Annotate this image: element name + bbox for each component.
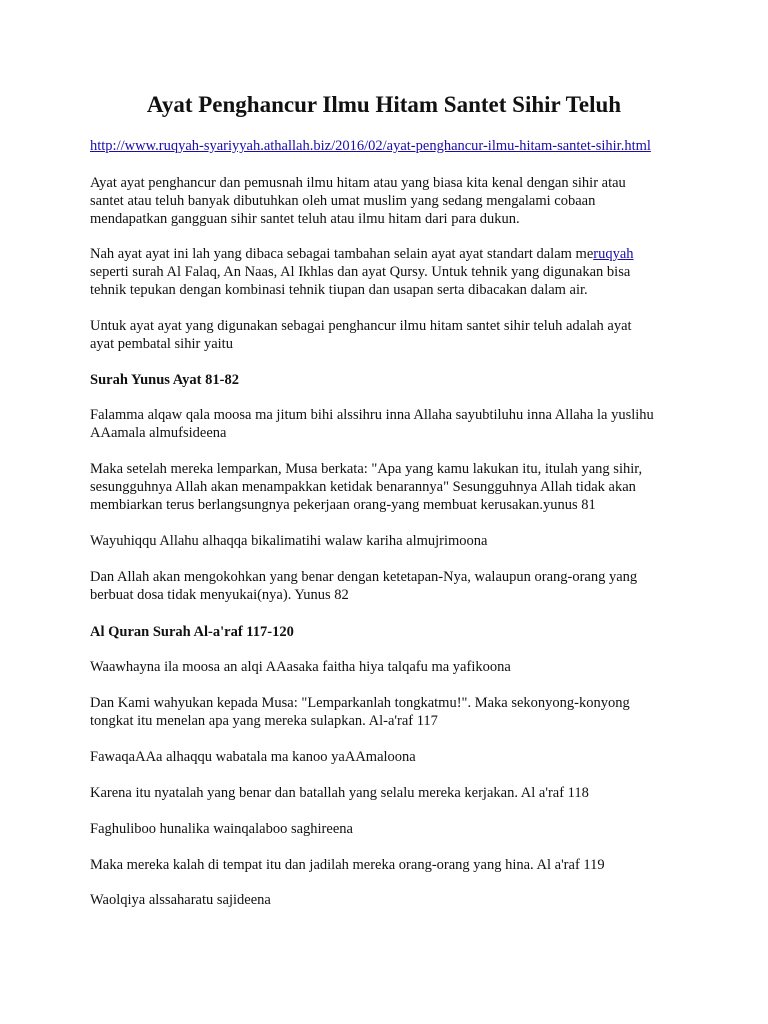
yunus-81-translation	[90, 460, 700, 514]
section-heading-araf: Al Quran Surah Al-a'raf 117-120	[90, 624, 294, 640]
intro-line: mendapatkan gangguan sihir santet teluh atau ilmu hitam dari para dukun.	[90, 211, 520, 227]
ruqyah-link[interactable]: ruqyah	[593, 246, 634, 262]
section-heading-yunus: Surah Yunus Ayat 81-82	[90, 372, 239, 388]
translation-line: berbuat dosa tidak menyukai(nya). Yunus 82	[90, 587, 349, 603]
source-url-link[interactable]: http://www.ruqyah-syariyyah.athallah.biz/2016/02/ayat-penghancur-ilmu-hitam-santet-sihir.html	[90, 138, 651, 154]
intro-line: santet atau teluh banyak dibutuhkan oleh umat muslim yang sedang mengalami cobaan	[90, 193, 596, 209]
yunus-82-translation	[90, 568, 700, 604]
translation-line: tongkat itu menelan apa yang mereka sulapkan. Al-a'raf 117	[90, 713, 438, 729]
araf-119-arabic: Faghuliboo hunalika wainqalaboo saghireena	[90, 821, 353, 837]
araf-120-arabic: Waolqiya alssaharatu sajideena	[90, 892, 271, 908]
araf-118-arabic: FawaqaAAa alhaqqu wabatala ma kanoo yaAAmaloona	[90, 749, 416, 765]
yunus-82-arabic: Wayuhiqqu Allahu alhaqqa bikalimatihi walaw kariha almujrimoona	[90, 533, 488, 549]
araf-117-arabic: Waawhayna ila moosa an alqi AAasaka faitha hiya talqafu ma yafikoona	[90, 659, 511, 675]
translation-line: Maka setelah mereka lemparkan, Musa berkata: "Apa yang kamu lakukan itu, itulah yang sihir,	[90, 461, 643, 477]
verses-intro-line: ayat pembatal sihir yaitu	[90, 336, 233, 352]
verses-intro-paragraph	[90, 317, 700, 353]
intro-line: Ayat ayat penghancur dan pemusnah ilmu hitam atau yang biasa kita kenal dengan sihir atau	[90, 175, 626, 191]
ruqyah-line: seperti surah Al Falaq, An Naas, Al Ikhlas dan ayat Qursy. Untuk tehnik yang digunakan bisa	[90, 264, 631, 280]
translation-line: Dan Allah akan mengokohkan yang benar dengan ketetapan-Nya, walaupun orang-orang yang	[90, 569, 638, 585]
translation-line: membiarkan terus berlangsungnya pekerjaan orang-yang membuat kerusakan.yunus 81	[90, 497, 596, 513]
ruqyah-line-text: Nah ayat ayat ini lah yang dibaca sebagai tambahan selain ayat ayat standart dalam me	[90, 246, 594, 262]
translation-line: sesungguhnya Allah akan menampakkan ketidak benarannya" Sesungguhnya Allah tidak akan	[90, 479, 636, 495]
ruqyah-line	[90, 245, 700, 263]
araf-118-translation: Karena itu nyatalah yang benar dan batallah yang selalu mereka kerjakan. Al a'raf 118	[90, 785, 589, 801]
araf-117-translation	[90, 694, 700, 730]
yunus-81-arabic	[90, 406, 700, 442]
document-title: Ayat Penghancur Ilmu Hitam Santet Sihir Teluh	[146, 92, 622, 117]
translation-line: Dan Kami wahyukan kepada Musa: "Lemparkanlah tongkatmu!". Maka sekonyong-konyong	[90, 695, 630, 711]
araf-119-translation: Maka mereka kalah di tempat itu dan jadilah mereka orang-orang yang hina. Al a'raf 119	[90, 857, 605, 873]
transliteration-line: AAamala almufsideena	[90, 425, 227, 441]
ruqyah-paragraph	[90, 245, 700, 299]
verses-intro-line: Untuk ayat ayat yang digunakan sebagai penghancur ilmu hitam santet sihir teluh adalah ayat	[90, 318, 632, 334]
ruqyah-line: tehnik tepukan dengan kombinasi tehnik tiupan dan usapan serta dibacakan dalam air.	[90, 282, 588, 298]
intro-paragraph	[90, 174, 700, 228]
transliteration-line: Falamma alqaw qala moosa ma jitum bihi alssihru inna Allaha sayubtiluhu inna Allaha la yuslihu	[90, 407, 654, 423]
